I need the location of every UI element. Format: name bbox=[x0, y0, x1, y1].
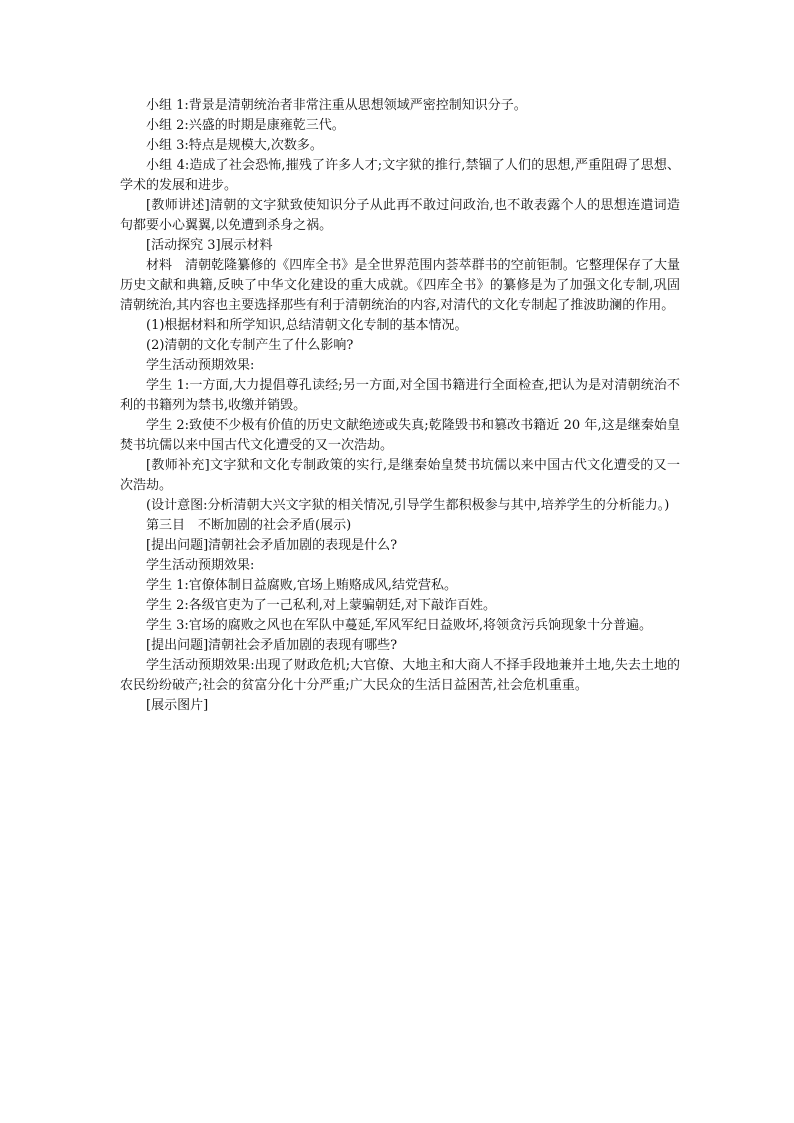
paragraph-group4: 小组 4:造成了社会恐怖,摧残了许多人才;文字狱的推行,禁锢了人们的思想,严重阻碍了思想、学术的发展和进步。 bbox=[120, 158, 680, 193]
paragraph-show-picture: [展示图片] bbox=[146, 698, 209, 713]
paragraph-group3: 小组 3:特点是规模大,次数多。 bbox=[146, 138, 323, 153]
paragraph-raise-question1: [提出问题]清朝社会矛盾加剧的表现是什么? bbox=[146, 538, 398, 553]
paragraph-student2: 学生 2:致使不少极有价值的历史文献绝迹或失真;乾隆毁书和篡改书籍近 20 年,这是继秦始皇焚书坑儒以来中国古代文化遭受的又一次浩劫。 bbox=[120, 418, 680, 453]
paragraph-student1: 学生 1:一方面,大力提倡尊孔读经;另一方面,对全国书籍进行全面检查,把认为是对清朝统治不利的书籍列为禁书,收缴并销毁。 bbox=[120, 378, 680, 413]
paragraph-material: 材料 清朝乾隆纂修的《四库全书》是全世界范围内荟萃群书的空前钜制。它整理保存了大量历史文献和典籍,反映了中华文化建设的重大成就。《四库全书》的纂修是为了加强文化专制,巩固清朝统治,其内容也主要选择那些有利于清朝统治的内容,对清代的文化专制起了推波助澜的作用。 bbox=[120, 258, 680, 313]
paragraph-design-intent: (设计意图:分析清朝大兴文字狱的相关情况,引导学生都积极参与其中,培养学生的分析能力。) bbox=[146, 498, 670, 513]
paragraph-question2: (2)清朝的文化专制产生了什么影响? bbox=[146, 338, 354, 353]
paragraph-expected-1: 学生活动预期效果: bbox=[146, 358, 255, 373]
paragraph-student1-b: 学生 1:官僚体制日益腐败,官场上贿赂成风,结党营私。 bbox=[146, 578, 458, 593]
paragraph-group2: 小组 2:兴盛的时期是康雍乾三代。 bbox=[146, 118, 345, 133]
paragraph-student3-b: 学生 3:官场的腐败之风也在军队中蔓延,军风军纪日益败坏,将领贪污兵饷现象十分普遍。 bbox=[146, 618, 653, 633]
paragraph-question1: (1)根据材料和所学知识,总结清朝文化专制的基本情况。 bbox=[146, 318, 468, 333]
paragraph-expected-3: 学生活动预期效果:出现了财政危机;大官僚、大地主和大商人不择手段地兼并土地,失去土地的农民纷纷破产;社会的贫富分化十分严重;广大民众的生活日益困苦,社会危机重重。 bbox=[120, 658, 680, 693]
document-body bbox=[120, 96, 680, 716]
paragraph-group1: 小组 1:背景是清朝统治者非常注重从思想领域严密控制知识分子。 bbox=[146, 98, 527, 113]
section-heading-3: 第三目 不断加剧的社会矛盾(展示) bbox=[146, 518, 352, 533]
paragraph-teacher-supplement: [教师补充]文字狱和文化专制政策的实行,是继秦始皇焚书坑儒以来中国古代文化遭受的又一次浩劫。 bbox=[120, 458, 680, 493]
paragraph-raise-question2: [提出问题]清朝社会矛盾加剧的表现有哪些? bbox=[146, 638, 398, 653]
paragraph-activity3: [活动探究 3]展示材料 bbox=[146, 238, 273, 253]
paragraph-expected-2: 学生活动预期效果: bbox=[146, 558, 255, 573]
paragraph-student2-b: 学生 2:各级官吏为了一己私利,对上蒙骗朝廷,对下敲诈百姓。 bbox=[146, 598, 497, 613]
paragraph-teacher-explain: [教师讲述]清朝的文字狱致使知识分子从此再不敢过问政治,也不敢表露个人的思想连遣词造句都要小心翼翼,以免遭到杀身之祸。 bbox=[120, 198, 680, 233]
